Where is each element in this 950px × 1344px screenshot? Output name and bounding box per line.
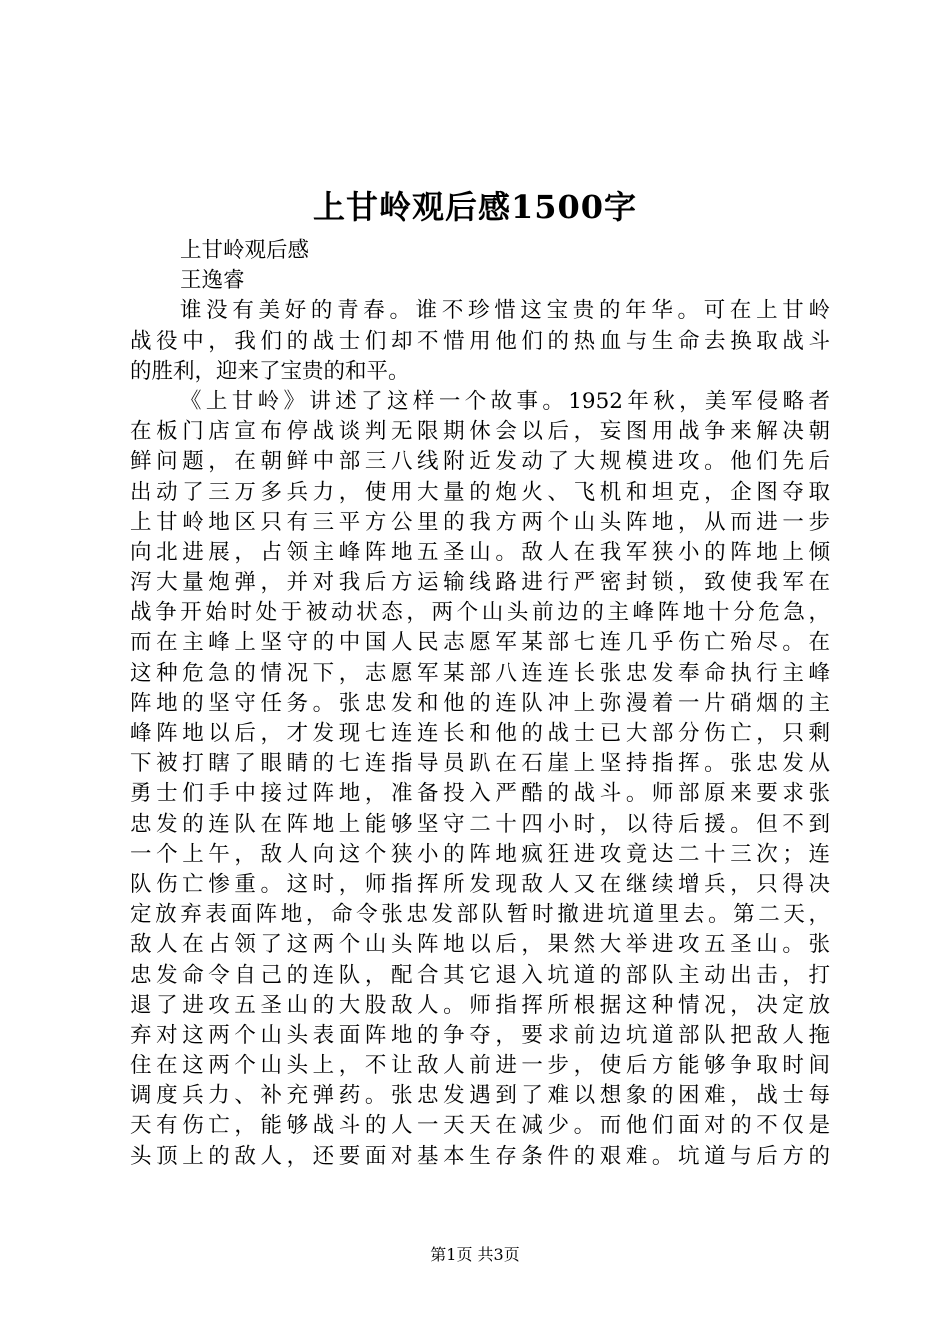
text-line: 王逸睿: [180, 268, 245, 294]
text-line: 战役中，我们的战士们却不惜用他们的热血与生命去换取战斗: [130, 328, 830, 354]
text-line: 住在这两个山头上，不让敌人前进一步，使后方能够争取时间: [130, 1053, 830, 1079]
page-footer: 第1页 共3页: [430, 1245, 520, 1264]
text-line: 阵地的坚守任务。张忠发和他的连队冲上弥漫着一片硝烟的主: [130, 690, 830, 716]
text-line: 战争开始时处于被动状态，两个山头前边的主峰阵地十分危急，: [130, 600, 830, 626]
text-line: 调度兵力、补充弹药。张忠发遇到了难以想象的困难，战士每: [130, 1083, 830, 1109]
text-line: 队伤亡惨重。这时，师指挥所发现敌人又在继续增兵，只得决: [130, 871, 830, 897]
text-line: 上甘岭观后感: [180, 238, 310, 263]
text-line: 而在主峰上坚守的中国人民志愿军某部七连几乎伤亡殆尽。在: [130, 630, 830, 656]
text-line: 勇士们手中接过阵地，准备投入严酷的战斗。师部原来要求张: [130, 781, 830, 807]
document-body: [130, 236, 830, 1172]
document-title: 上甘岭观后感1500字: [312, 188, 638, 226]
text-line: 定放弃表面阵地，命令张忠发部队暂时撤进坑道里去。第二天，: [130, 902, 830, 928]
text-line: 头顶上的敌人，还要面对基本生存条件的艰难。坑道与后方的: [130, 1143, 830, 1169]
text-line: 忠发的连队在阵地上能够坚守二十四小时，以待后援。但不到: [130, 811, 830, 837]
text-line: 下被打瞎了眼睛的七连指导员趴在石崖上坚持指挥。张忠发从: [130, 751, 830, 777]
text-line: 鲜问题，在朝鲜中部三八线附近发动了大规模进攻。他们先后: [130, 449, 830, 475]
text-line: 一个上午，敌人向这个狭小的阵地疯狂进攻竟达二十三次；连: [130, 841, 830, 867]
text-line: 在板门店宣布停战谈判无限期休会以后，妄图用战争来解决朝: [130, 419, 830, 445]
text-line: 出动了三万多兵力，使用大量的炮火、飞机和坦克，企图夺取: [130, 479, 830, 505]
text-line: 向北进展，占领主峰阵地五圣山。敌人在我军狭小的阵地上倾: [130, 539, 830, 565]
text-line: 弃对这两个山头表面阵地的争夺，要求前边坑道部队把敌人拖: [130, 1022, 830, 1048]
text-line: 天有伤亡，能够战斗的人一天天在减少。而他们面对的不仅是: [130, 1113, 830, 1139]
text-line: 这种危急的情况下，志愿军某部八连连长张忠发奉命执行主峰: [130, 660, 830, 686]
text-line: 《上甘岭》讲述了这样一个故事。1952年秋，美军侵略者: [180, 388, 830, 414]
text-line: 峰阵地以后，才发现七连连长和他的战士已大部分伤亡，只剩: [130, 721, 830, 746]
text-line: 敌人在占领了这两个山头阵地以后，果然大举进攻五圣山。张: [130, 932, 830, 958]
text-line: 泻大量炮弹，并对我后方运输线路进行严密封锁，致使我军在: [130, 570, 830, 596]
text-line: 退了进攻五圣山的大股敌人。师指挥所根据这种情况，决定放: [130, 992, 830, 1018]
text-line: 谁没有美好的青春。谁不珍惜这宝贵的年华。可在上甘岭: [180, 298, 830, 324]
text-line: 上甘岭地区只有三平方公里的我方两个山头阵地，从而进一步: [130, 509, 830, 535]
text-line: 忠发命令自己的连队，配合其它退入坑道的部队主动出击，打: [130, 962, 830, 988]
text-line: 的胜利，迎来了宝贵的和平。: [130, 358, 410, 384]
